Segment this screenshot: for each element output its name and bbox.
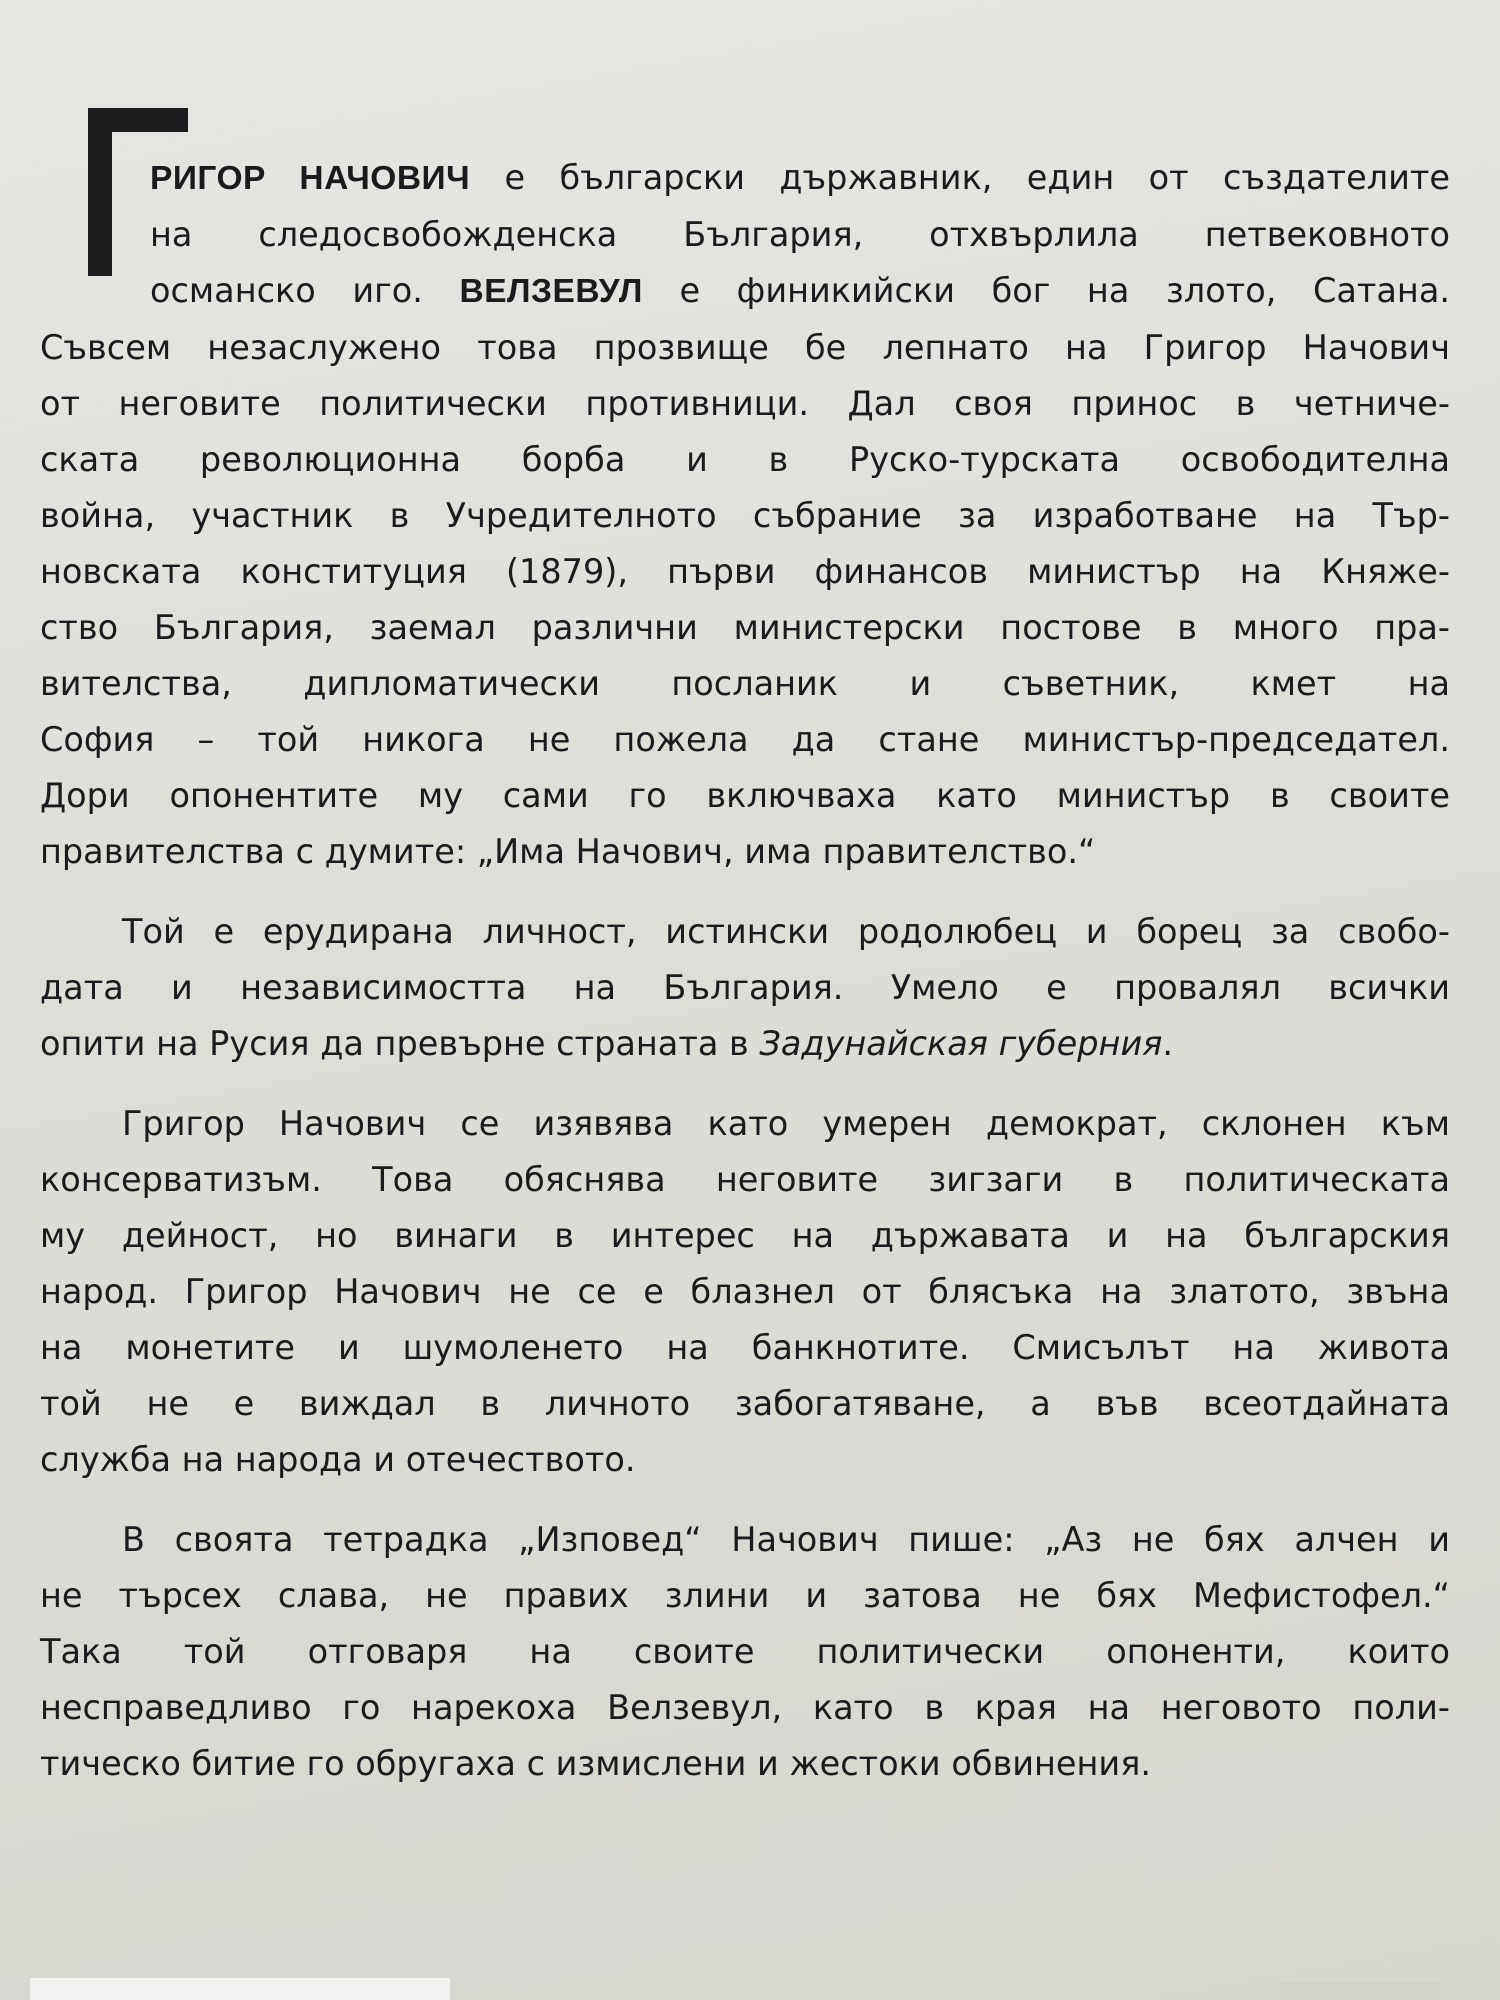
line: народ. Григор Начович не се е блазнел от блясъка на златото, звъна (40, 1272, 1450, 1311)
line: София – той никога не пожела да стане министър-председател. (40, 720, 1450, 759)
line: му дейност, но винаги в интерес на държавата и на българския (40, 1216, 1450, 1255)
line: тическо битие го обругаха с измислени и жестоки обвинения. (40, 1744, 1151, 1783)
line: ската революционна борба и в Руско-турската освободителна (40, 440, 1450, 479)
paragraph-2 (40, 904, 1450, 1072)
line: Дори опонентите му сами го включваха като министър в своите (40, 776, 1450, 815)
line: служба на народа и отечеството. (40, 1440, 636, 1479)
paragraph-1 (40, 150, 1450, 880)
line: не търсех слава, не правих злини и затова не бях Мефистофел.“ (40, 1576, 1450, 1615)
paragraph-4 (40, 1512, 1450, 1792)
line: от неговите политически противници. Дал своя принос в четниче- (40, 384, 1450, 423)
body-text (40, 150, 1450, 1792)
line: В своята тетрадка „Изповед“ Начович пише: „Аз не бях алчен и (122, 1520, 1450, 1559)
line: на монетите и шумоленето на банкнотите. Смисълът на живота (40, 1328, 1450, 1367)
line: несправедливо го нарекоха Велзевул, като в края на неговото поли- (40, 1688, 1450, 1727)
line: дата и независимостта на България. Умело е провалял всички (40, 968, 1450, 1007)
line: на следосвобожденска България, отхвърлила петвековното (150, 215, 1450, 254)
line: новската конституция (1879), първи финансов министър на Княже- (40, 552, 1450, 591)
line: османско иго. ВЕЛЗЕВУЛ е финикийски бог на злото, Сатана. (150, 271, 1450, 310)
line: Съвсем незаслужено това прозвище бе лепнато на Григор Начович (40, 328, 1450, 367)
line: той не е виждал в личното забогатяване, а във всеотдайната (40, 1384, 1450, 1423)
line: консерватизъм. Това обяснява неговите зигзаги в политическата (40, 1160, 1450, 1199)
paragraph-3 (40, 1096, 1450, 1488)
line: ство България, заемал различни министерски постове в много пра- (40, 608, 1450, 647)
line: опити на Русия да превърне страната в Задунайская губерния. (40, 1024, 1174, 1063)
bottom-edge-label (1280, 1982, 1440, 2000)
line: правителства с думите: „Има Начович, има правителство.“ (40, 832, 1096, 871)
line: Така той отговаря на своите политически опоненти, които (40, 1632, 1450, 1671)
line: Той е ерудирана личност, истински родолюбец и борец за свобо- (122, 912, 1450, 951)
line: РИГОР НАЧОВИЧ е български държавник, един от създателите (150, 158, 1450, 197)
line: вителства, дипломатически посланик и съветник, кмет на (40, 664, 1450, 703)
barcode-sticker-edge (30, 1978, 450, 2000)
line: Григор Начович се изявява като умерен демократ, склонен към (122, 1104, 1450, 1143)
line: война, участник в Учредителното събрание за изработване на Тър- (40, 496, 1450, 535)
